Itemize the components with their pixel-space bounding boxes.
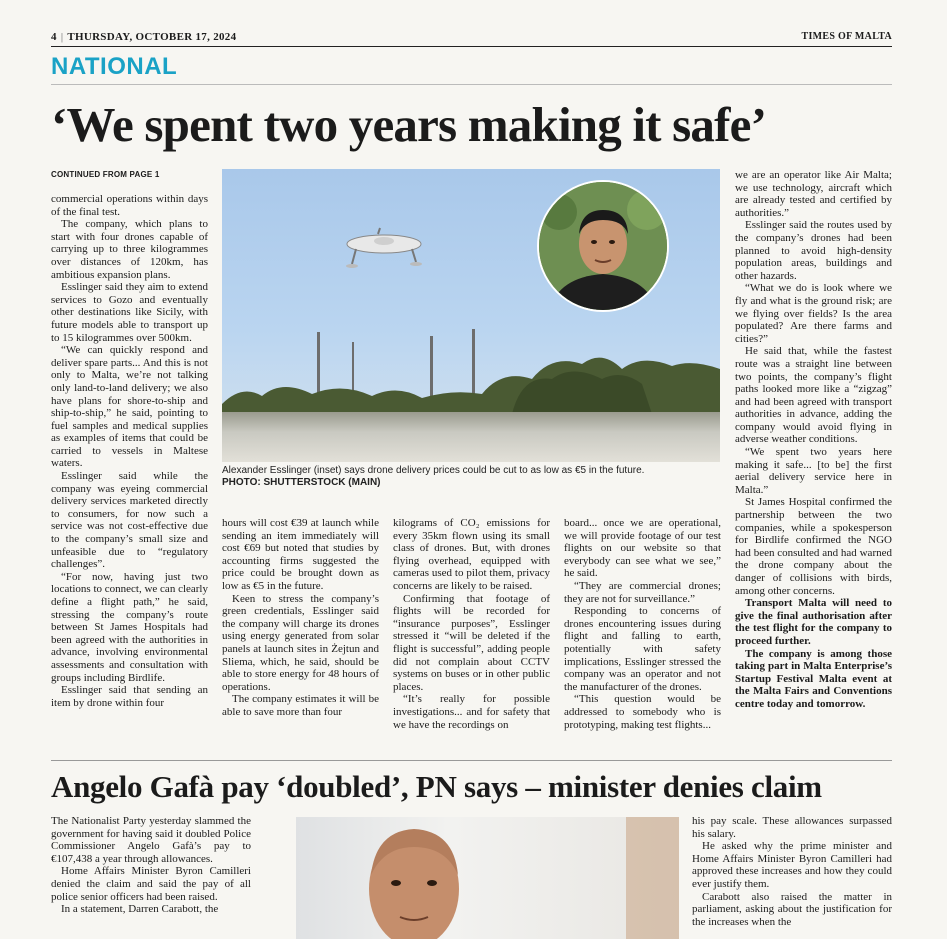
section-divider: [51, 84, 892, 85]
second-headline: Angelo Gafà pay ‘doubled’, PN says – minister denies claim: [51, 769, 822, 804]
paragraph: “We spent two years here making it safe... [to be] the first aerial delivery service here in Malta.”: [735, 446, 892, 496]
page-number: 4: [51, 31, 57, 43]
paragraph: his pay scale. These allowances surpassed his salary.: [692, 815, 892, 840]
inset-portrait: [537, 180, 669, 312]
paragraph: “This question would be addressed to somebody who is prototyping, making test flights...: [564, 693, 721, 731]
issue-date: THURSDAY, OCTOBER 17, 2024: [67, 31, 237, 43]
paragraph: St James Hospital confirmed the partnership between the two companies, while a spokesperson for Birdlife confirmed the NGO had been consulted and had warned the drone company about the danger of collisions with birds, among other concerns.: [735, 496, 892, 597]
paragraph: “It’s really for possible investigations... and for safety that we have the recordings on: [393, 693, 550, 731]
paragraph: The company estimates it will be able to save more than four: [222, 693, 379, 718]
article-column-3: [393, 517, 550, 731]
section-label: NATIONAL: [51, 53, 178, 80]
paragraph: Esslinger said they aim to extend services to Gozo and eventually other destinations like Sicily, with future models able to transport up to 15 kilogrammes over 500km.: [51, 281, 208, 344]
paragraph: “We can quickly respond and deliver spare parts... And this is not only to Malta, we’re not talking only land-to-land delivery; we also have plans for shore-to-ship and ship-to-ship,” he said, pointing to fuel samples and medical supplies as examples of items that could be carried to vessels in Maltese waters.: [51, 344, 208, 470]
article-column-5: [735, 169, 892, 711]
paragraph: Esslinger said while the company was eyeing commercial delivery services marketed directly to consumers, for now such a service was not cost-effective due to the company’s small size and unfeasible due to “regulatory challenges”.: [51, 470, 208, 571]
paragraph: Responding to concerns of drones encountering issues during flight and falling to earth, potentially with safety implications, Esslinger stressed the company was an operator and not the manufacturer of the drones.: [564, 605, 721, 693]
paragraph: Carabott also raised the matter in parliament, asking about the justification for the increases when the: [692, 890, 892, 928]
second-photo: [296, 817, 679, 939]
story-divider: [51, 760, 892, 761]
paragraph: The company is among those taking part in Malta Enterprise’s Startup Festival Malta event at the Malta Fairs and Conventions centre today and tomorrow.: [735, 647, 892, 710]
paragraph: Confirming that footage of flights will be recorded for “insurance purposes”, Esslinger stressed it “will be deleted if the flight is successful”, adding people did not complain about CCTV systems on buses or in other public places.: [393, 592, 550, 693]
page-header: [51, 30, 892, 47]
article-column-2: [222, 517, 379, 719]
paragraph: Home Affairs Minister Byron Camilleri denied the claim and said the pay of all police senior officers had been raised.: [51, 865, 251, 903]
paragraph: “For now, having just two locations to connect, we can clearly define a flight path,” he said, stressing the company’s route between St James Hospitals had been agreed with the authorities in advance, involving environmental assessments and consultation with groups including Birdlife.: [51, 570, 208, 684]
drone-graphic: [344, 224, 424, 272]
article-column-4: [564, 517, 721, 731]
continued-label: CONTINUED FROM PAGE 1: [51, 170, 160, 179]
paragraph: The company, which plans to start with four drones capable of carrying up to three kilogrammes over distances of 120km, has ambitious expansion plans.: [51, 218, 208, 281]
article-column-1: [51, 193, 208, 709]
photo-credit: PHOTO: SHUTTERSTOCK (MAIN): [222, 477, 381, 488]
paragraph: “They are commercial drones; they are not for surveillance.”: [564, 579, 721, 605]
paragraph: Transport Malta will need to give the final authorisation after the test flight for the company to proceed further.: [735, 597, 892, 647]
main-photo: [222, 169, 720, 462]
paragraph: Esslinger said the routes used by the company’s drones had been planned to avoid high-density population areas, buildings and other hazards.: [735, 219, 892, 282]
header-left: [51, 31, 236, 43]
header-separator: |: [60, 31, 64, 43]
paragraph: He asked why the prime minister and Home Affairs Minister Byron Camilleri had approved these increases and how they could ever justify them.: [692, 840, 892, 890]
caption-text: Alexander Esslinger (inset) says drone delivery prices could be cut to as low as €5 in the future.: [222, 465, 645, 476]
paragraph: Esslinger said that sending an item by drone within four: [51, 684, 208, 709]
paragraph: we are an operator like Air Malta; we use technology, aircraft which are already tested and certified by authorities.”: [735, 169, 892, 219]
paragraph: The Nationalist Party yesterday slammed the government for having said it doubled Police Commissioner Angelo Gafà’s pay to €107,438 a year through allowances.: [51, 815, 251, 865]
portrait-graphic: [296, 817, 679, 939]
paragraph: board... once we are operational, we will provide footage of our test flights on our website so that everybody can see what we see,” he said.: [564, 517, 721, 580]
paragraph: hours will cost €39 at launch while sending an item immediately will cost €69 but noted that studies by accounting firms suggested the price could be brought down as low as €5 in the future.: [222, 517, 379, 592]
headline: ‘We spent two years making it safe’: [51, 97, 767, 152]
paragraph: kilograms of CO₂ emissions for every 35km flown using its small class of drones. But, with drones flying overhead, equipped with cameras used to pilot them, privacy concerns are likely to be raised.: [393, 517, 550, 592]
publication-name: TIMES OF MALTA: [801, 31, 892, 42]
story2-column-2: [692, 815, 892, 928]
paragraph: commercial operations within days of the final test.: [51, 193, 208, 218]
treeline-graphic: [222, 324, 720, 414]
road-ground: [222, 412, 720, 462]
paragraph: Keen to stress the company’s green credentials, Esslinger said the company will charge its drones using energy generated from solar panels at launch sites in Żejtun and Sliema, which, he said, should be able to store energy for 48 hours of operations.: [222, 592, 379, 693]
paragraph: He said that, while the fastest route was a straight line between two points, the company’s flight paths looked more like a “zigzag” and had been agreed with transport authorities in advance, adding the company would avoid flying in adverse weather conditions.: [735, 345, 892, 446]
portrait-graphic: [539, 182, 667, 310]
photo-caption: [222, 465, 720, 489]
paragraph: “What we do is look where we fly and what is the ground risk; are we flying over fields? Is the area populated? Are there farms and cities?”: [735, 282, 892, 345]
paragraph: In a statement, Darren Carabott, the: [61, 903, 219, 916]
story2-column-1: [51, 815, 251, 916]
